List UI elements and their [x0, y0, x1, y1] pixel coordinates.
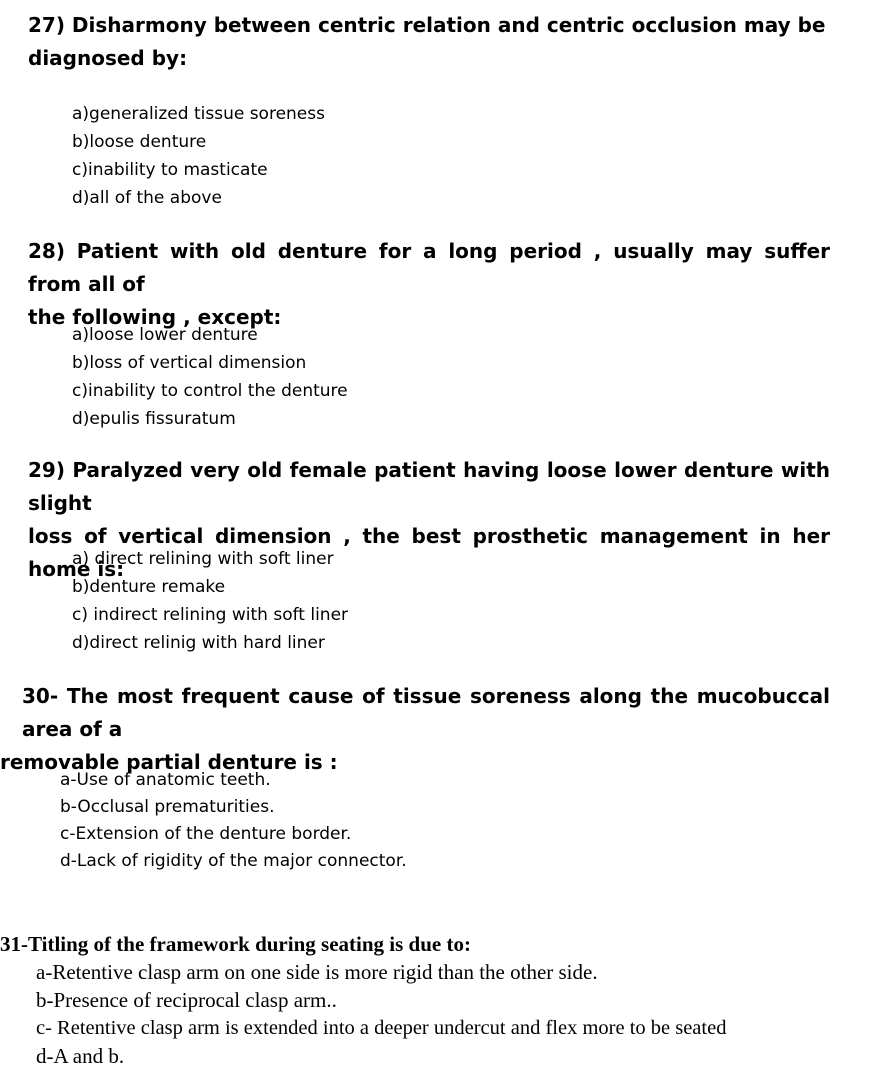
option-27-b: b)loose denture — [72, 132, 207, 152]
option-31-c: c- Retentive clasp arm is extended into a deeper undercut and flex more to be seated — [36, 1017, 727, 1039]
option-30-b: b-Occlusal prematurities. — [60, 797, 275, 817]
question-27-line-2: diagnosed by: — [28, 46, 188, 70]
question-30-options — [60, 767, 407, 875]
question-29-line-1: 29) Paralyzed very old female patient having loose lower denture with slight — [28, 458, 830, 515]
question-27-stem — [28, 9, 830, 75]
option-31-d: d-A and b. — [36, 1044, 125, 1068]
question-29-options — [72, 545, 348, 657]
question-31-stem: 31-Titling of the framework during seating is due to: — [0, 932, 471, 956]
question-27-line-1: 27) Disharmony between centric relation and centric occlusion may be — [28, 13, 826, 37]
question-28-line-1: 28) Patient with old denture for a long period , usually may suffer from all of — [28, 239, 830, 296]
option-30-a: a-Use of anatomic teeth. — [60, 770, 271, 790]
question-31 — [0, 930, 876, 1070]
question-28-options — [72, 321, 348, 433]
option-27-a: a)generalized tissue soreness — [72, 104, 325, 124]
option-28-d: d)epulis fissuratum — [72, 409, 236, 429]
question-30-stem — [0, 680, 830, 779]
question-28-stem — [28, 235, 830, 334]
option-28-b: b)loss of vertical dimension — [72, 353, 307, 373]
option-28-c: c)inability to control the denture — [72, 381, 348, 401]
option-27-c: c)inability to masticate — [72, 160, 268, 180]
option-29-a: a) direct relining with soft liner — [72, 549, 334, 569]
question-29-line-2: loss of vertical dimension , the best prosthetic management in her home is: — [28, 524, 830, 581]
option-30-d: d-Lack of rigidity of the major connector. — [60, 851, 407, 871]
question-28-line-2: the following , except: — [28, 305, 282, 329]
option-29-b: b)denture remake — [72, 577, 226, 597]
option-29-c: c) indirect relining with soft liner — [72, 605, 349, 625]
option-31-a: a-Retentive clasp arm on one side is more rigid than the other side. — [36, 960, 598, 984]
question-30-line-2: removable partial denture is : — [0, 750, 338, 774]
option-28-a: a)loose lower denture — [72, 325, 258, 345]
option-31-b: b-Presence of reciprocal clasp arm.. — [36, 988, 337, 1012]
question-27-options — [72, 100, 325, 212]
question-30-line-1: 30- The most frequent cause of tissue soreness along the mucobuccal area of a — [22, 684, 830, 741]
option-27-d: d)all of the above — [72, 188, 222, 208]
option-30-c: c-Extension of the denture border. — [60, 824, 352, 844]
option-29-d: d)direct relinig with hard liner — [72, 633, 325, 653]
